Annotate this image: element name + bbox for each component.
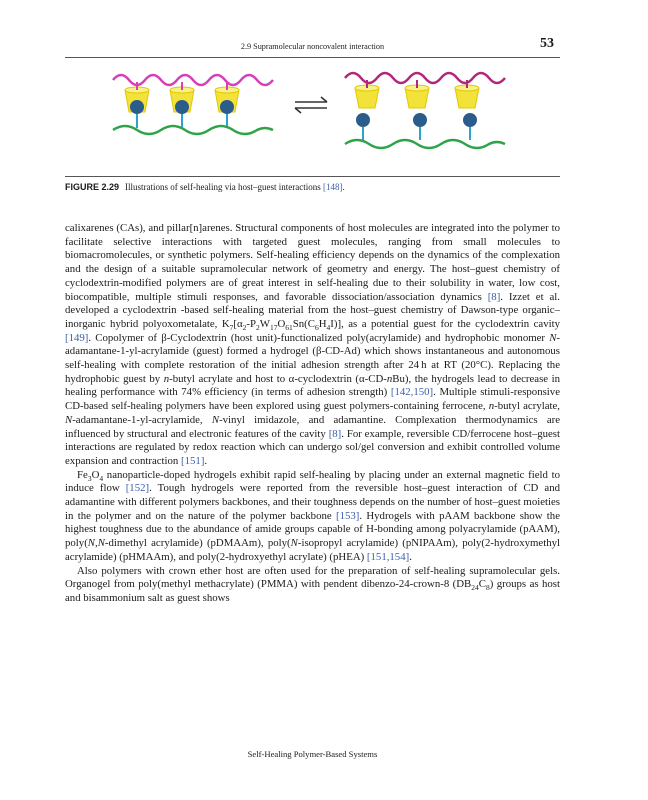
caption-text: Illustrations of self-healing via host–guest interactions <box>125 182 321 192</box>
text-run: -adamantane-1-yl-acrylamide, <box>72 413 212 426</box>
text-run: H <box>318 317 327 330</box>
text-run: 4 <box>326 323 331 333</box>
text-run: n <box>163 372 170 385</box>
text-run: O <box>91 468 100 481</box>
dissociated-network <box>345 73 505 148</box>
text-run: Sn(C <box>292 317 315 330</box>
text-run: 3 <box>87 473 92 483</box>
text-run: . Hydrogels with pAAM backbone show the highest toughness due to the abundance of amide groups capable of H-bonding among polyacrylamide (pAAM), poly( <box>65 509 560 550</box>
text-run: N <box>211 413 220 426</box>
text-run: C <box>478 578 486 591</box>
guest-molecule <box>220 100 234 128</box>
text-run: . Tough hydrogels were reported from the reversible host–guest interaction of CD and adamantine with different polymers backbones, and their toughness depends on the number of host–guest moieties in the polymer and on the nature of the polymer backbone <box>65 482 560 522</box>
citation-link[interactable]: [151,154] <box>366 550 410 563</box>
citation-link[interactable]: [152] <box>125 482 150 495</box>
bottom-polymer-chain-right <box>345 140 505 148</box>
host-cyclodextrin <box>355 80 379 108</box>
figure-caption: FIGURE 2.29 Illustrations of self-healing via host–guest interactions [148]. <box>65 182 345 192</box>
figure-label: FIGURE 2.29 <box>65 182 120 192</box>
citation-link[interactable]: [149] <box>65 331 89 344</box>
text-run: N <box>87 537 95 550</box>
equilibrium-arrow-icon <box>295 97 327 113</box>
text-run: Bu), the hydrogels lead to decrease in healing performance with 74% efficiency (in terms of adhesion strength) <box>65 372 561 399</box>
top-polymer-chain-right <box>345 73 505 83</box>
text-run: 8 <box>485 583 490 593</box>
text-run: Fe <box>77 468 88 481</box>
text-run: n <box>488 400 495 413</box>
citation-link[interactable]: [142,150] <box>390 386 434 399</box>
caption-reference-link[interactable]: [148] <box>323 182 343 192</box>
guest-molecule <box>413 113 427 140</box>
paragraph <box>65 222 560 469</box>
text-run: -dimethyl acrylamide) (pDMAAm), poly( <box>104 537 291 550</box>
citation-link[interactable]: [8] <box>328 427 342 440</box>
text-run: -P <box>246 317 256 330</box>
text-run: 7 <box>229 323 234 333</box>
text-run: N <box>290 537 298 550</box>
guest-molecule <box>175 100 189 128</box>
text-run: 17 <box>269 323 278 333</box>
text-run: 2 <box>242 323 247 333</box>
text-run: O <box>277 317 286 330</box>
figure-illustration <box>65 60 560 170</box>
text-run: W <box>259 317 270 330</box>
header-rule <box>65 57 560 58</box>
running-footer: Self-Healing Polymer-Based Systems <box>247 749 378 759</box>
text-run: , <box>95 537 98 550</box>
assembled-network <box>113 75 273 134</box>
guest-molecule <box>356 113 370 140</box>
citation-link[interactable]: [151] <box>181 454 205 467</box>
text-run: -isopropyl acrylamide) (pNIPAAm), poly(2-hydroxymethyl acrylamide) (pHMAAm), and poly(2-hydroxyethyl acrylate) (pHEA) <box>65 537 560 563</box>
body-text <box>65 222 560 606</box>
running-header <box>65 34 560 56</box>
text-run: N <box>65 413 73 426</box>
text-run: [α <box>233 317 243 330</box>
text-run: N <box>97 537 105 550</box>
text-run: calixarenes (CAs), and pillar[n]arenes. Structural components of host molecules are integrated into the polymer to facilitate selective interactions with targeted guest molecules, ranging from small molecules to biomacromolecules, or synthetic polymers. Self-healing efficiency depends on the dynamics of the complexation and the design of a suitable supramolecular network of geometry and energy. The host–guest chemistry of cyclodextrin-modified polymers are of great interest in self-healing due to their solubility in water, low cost, biocompatible, multiple stimuli responses, and favorable dissociation/association dynamics <box>65 222 560 303</box>
citation-link[interactable]: [153] <box>335 509 360 522</box>
text-run: -butyl acrylate and host to α-cyclodextrin (α-CD- <box>169 372 387 385</box>
host-cyclodextrin <box>455 80 479 108</box>
text-run: 24 <box>471 583 479 593</box>
text-run: -vinyl imidazole, and adamantine. Complexation thermodynamics are influenced by structural and electronic features of the cavity <box>65 413 561 440</box>
section-title: 2.9 Supramolecular noncovalent interaction <box>240 42 385 51</box>
text-run: . For example, reversible CD/ferrocene host–guest interactions are regulated by redox reaction which can undergo sol/gel conversion and exhibit controlled volume expansion and contraction <box>65 427 561 467</box>
paragraph <box>65 469 560 565</box>
text-run: 2 <box>256 323 260 333</box>
text-run: 6 <box>314 323 319 333</box>
text-run: n <box>386 372 393 385</box>
text-run: 61 <box>285 323 293 333</box>
text-run: . <box>409 550 412 563</box>
figure-rule <box>65 176 560 177</box>
text-run: Also polymers with crown ether host are often used for the preparation of self-healing supramolecular gels. Organogel from poly(methyl methacrylate) (PMMA) with pendent dibenzo-24-crown-8 (DB <box>65 564 560 591</box>
text-run: I)], as a potential guest for the cyclodextrin cavity <box>330 317 560 330</box>
text-run: -adamantane-1-yl-acrylamide (guest) formed a hydrogel (β-CD-Ad) which shows instantaneous and autonomous self-healing with complete restoration of the initial adhesion strength after 24 h at RT (20°C). Replacing the hydrophobic guest by <box>65 331 560 385</box>
text-run: . Multiple stimuli-responsive CD-based self-healing polymers have been explored using guest polymers-containing ferrocene, <box>65 386 560 413</box>
paragraph <box>65 565 560 606</box>
host-cyclodextrin <box>405 80 429 108</box>
guest-molecule <box>463 113 477 140</box>
text-run: ) groups as host and bisammonium salt as guest shows <box>65 578 560 604</box>
text-run: N <box>549 331 557 344</box>
guest-molecule <box>130 100 144 128</box>
text-run: . <box>204 454 208 467</box>
text-run: . Copolymer of β-Cyclodextrin (host unit)-functionalized poly(acrylamide) and hydrophobic monomer <box>88 331 550 344</box>
text-run: 4 <box>99 473 104 483</box>
text-run: nanoparticle-doped hydrogels exhibit rapid self-healing by placing under an external magnetic field to induce flow <box>65 468 560 495</box>
text-run: . Izzet et al. developed a cyclodextrin -based self-healing material from the host–guest chemistry of Dawson-type organic–inorganic hybrid polyoxometalate, K <box>65 290 560 330</box>
text-run: -butyl acrylate, <box>494 400 560 413</box>
page-number: 53 <box>540 36 554 51</box>
citation-link[interactable]: [8] <box>487 290 501 303</box>
